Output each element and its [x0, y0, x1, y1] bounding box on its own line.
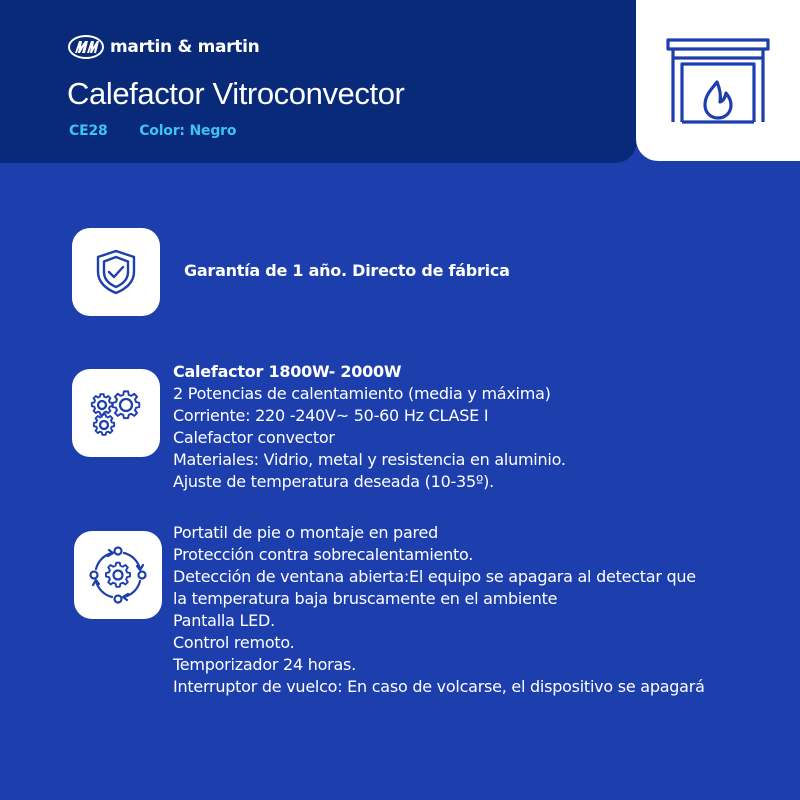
feature-warranty-text: Garantía de 1 año. Directo de fábrica — [184, 261, 510, 280]
feature-functions — [173, 522, 705, 698]
gears-icon — [88, 389, 144, 437]
functions-icon-card — [74, 531, 162, 619]
feature-functions-line: Pantalla LED. — [173, 611, 275, 630]
feature-specs-line: Materiales: Vidrio, metal y resistencia en aluminio. — [173, 450, 566, 469]
feature-specs-line: Calefactor convector — [173, 428, 335, 447]
feature-functions-line: la temperatura baja bruscamente en el ambiente — [173, 589, 558, 608]
shield-check-icon — [94, 248, 138, 296]
feature-specs — [173, 361, 566, 493]
product-color: Color: Negro — [139, 123, 237, 139]
product-title: Calefactor Vitroconvector — [67, 76, 405, 111]
feature-warranty — [184, 260, 510, 282]
gear-cycle-icon — [88, 545, 148, 605]
fireplace-icon — [666, 38, 770, 124]
brand[interactable] — [68, 34, 259, 60]
feature-functions-line: Temporizador 24 horas. — [173, 655, 356, 674]
specs-icon-card — [72, 369, 160, 457]
warranty-icon-card — [72, 228, 160, 316]
feature-functions-line: Portatil de pie o montaje en pared — [173, 523, 438, 542]
product-code: CE28 — [69, 123, 108, 139]
feature-functions-line: Detección de ventana abierta:El equipo se apagara al detectar que — [173, 567, 696, 586]
brand-name: martin & martin — [110, 37, 260, 57]
feature-specs-line: 2 Potencias de calentamiento (media y máxima) — [173, 384, 551, 403]
feature-functions-line: Protección contra sobrecalentamiento. — [173, 545, 474, 564]
feature-functions-line: Control remoto. — [173, 633, 295, 652]
header-banner — [0, 0, 637, 163]
mm-logo-icon — [68, 35, 104, 59]
feature-specs-heading: Calefactor 1800W- 2000W — [173, 362, 402, 381]
feature-specs-line: Ajuste de temperatura deseada (10-35º). — [173, 472, 495, 491]
feature-functions-line: Interruptor de vuelco: En caso de volcarse, el dispositivo se apagará — [173, 677, 705, 696]
category-icon-box — [636, 0, 800, 161]
feature-specs-line: Corriente: 220 -240V~ 50-60 Hz CLASE I — [173, 406, 489, 425]
product-meta — [69, 123, 236, 139]
